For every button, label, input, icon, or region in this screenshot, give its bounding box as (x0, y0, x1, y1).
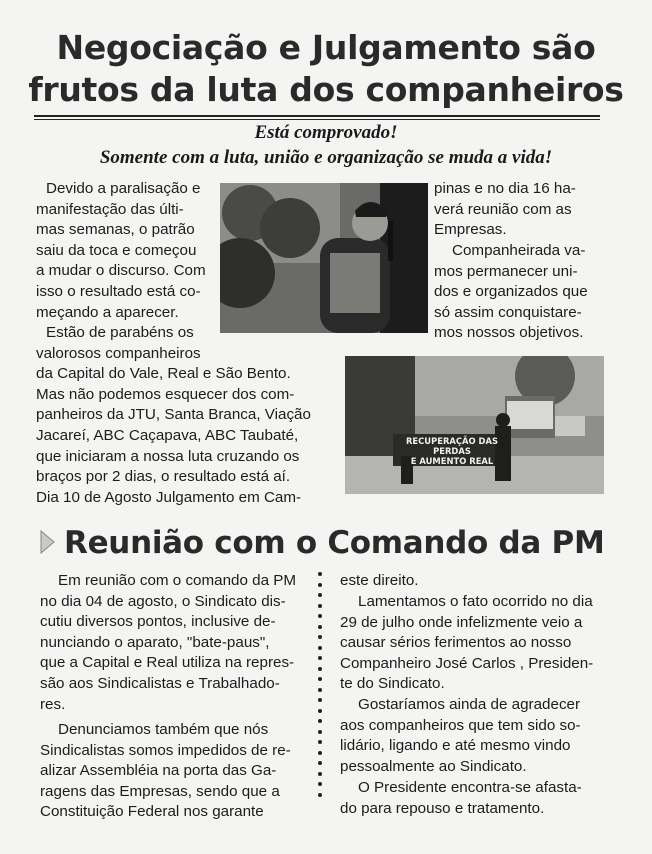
line: Denunciamos também que nós (58, 721, 269, 738)
line: este direito. (340, 572, 419, 589)
line: saiu da toca e começou (36, 241, 197, 259)
line: cutiu diversos pontos, inclusive de- (40, 613, 276, 631)
article2-left-paragraph-2 (40, 720, 305, 823)
triangle-marker-icon (40, 529, 56, 555)
line: 29 de julho onde infelizmente veio a (340, 613, 583, 631)
line: causar sérios ferimentos ao nosso (340, 634, 572, 652)
line: braços por 2 dias, o resultado está aí. (36, 468, 291, 486)
headline-line-2: frutos da luta dos companheiros (28, 70, 624, 109)
subtitle-line-2: Somente com a luta, união e organização se muda a vida! (99, 147, 553, 168)
headline-rule-top (34, 115, 600, 117)
line: Constituição Federal nos garante (40, 803, 264, 821)
photo-speaker-with-microphone (220, 183, 428, 333)
line: te do Sindicato. (340, 675, 445, 693)
line: valorosos companheiros (36, 344, 201, 362)
line: ragens das Empresas, sendo que a (40, 782, 280, 800)
subtitle-line-1: Está comprovado! (254, 122, 398, 143)
line: mas semanas, o patrão (36, 221, 195, 239)
column-separator-dots (318, 572, 322, 803)
line: Estão de parabéns os (46, 324, 194, 341)
banner-line-2: E AUMENTO REAL (410, 456, 494, 466)
line: mos permanecer uni- (434, 262, 578, 280)
banner-text (393, 436, 511, 466)
article2-right-paragraph-2 (340, 695, 610, 777)
line: manifestação das últi- (36, 200, 184, 218)
line: são aos Sindicalistas e Trabalhado- (40, 674, 280, 692)
article2-left-paragraph-1 (40, 571, 305, 715)
line: Lamentamos o fato ocorrido no dia (358, 593, 593, 610)
line: res. (40, 695, 66, 713)
line: Empresas. (434, 221, 507, 239)
article2-right-paragraph-0 (340, 571, 610, 592)
line: alizar Assembléia na porta das Ga- (40, 762, 277, 780)
headline-rule-bottom (34, 119, 600, 120)
line: nunciando o aparato, "bate-paus", (40, 633, 270, 651)
line: que iniciaram a nossa luta cruzando os (36, 447, 300, 465)
line: só assim conquistare- (434, 303, 582, 321)
line: Companheirada va- (452, 242, 586, 259)
headline-line-1: Negociação e Julgamento são (56, 28, 596, 67)
line: a mudar o discurso. Com (36, 262, 206, 280)
line: dos e organizados que (434, 283, 588, 301)
line: mos nossos objetivos. (434, 324, 584, 342)
line: Sindicalistas somos impedidos de re- (40, 741, 291, 759)
line: Em reunião com o comando da PM (58, 572, 297, 589)
line: pinas e no dia 16 ha- (434, 180, 576, 197)
line: pessoalmente ao Sindicato. (340, 757, 527, 775)
line: Dia 10 de Agosto Julgamento em Cam- (36, 488, 302, 506)
article1-col1-paragraph-2 (36, 323, 336, 508)
line: Devido a paralisação e (46, 180, 201, 197)
photo-march-with-banner (345, 356, 604, 494)
line: aos companheiros que tem sido so- (340, 716, 581, 734)
article2-right-paragraph-3 (340, 778, 610, 819)
line: do para repouso e tratamento. (340, 799, 545, 817)
line: panheiros da JTU, Santa Branca, Viação (36, 406, 311, 424)
article2-headline: Reunião com o Comando da PM (64, 525, 605, 561)
banner-line-1: RECUPERAÇÃO DAS PERDAS (405, 436, 499, 456)
line: Mas não podemos esquecer dos com- (36, 385, 295, 403)
line: meçando a aparecer. (36, 303, 179, 321)
line: Gostaríamos ainda de agradecer (358, 696, 581, 713)
article1-col1-paragraph-1 (36, 179, 214, 323)
line: Jacareí, ABC Caçapava, ABC Taubaté, (36, 426, 299, 444)
line: isso o resultado está co- (36, 282, 201, 300)
line: no dia 04 de agosto, o Sindicato dis- (40, 592, 286, 610)
line: O Presidente encontra-se afasta- (358, 779, 582, 796)
line: verá reunião com as (434, 200, 572, 218)
line: que a Capital e Real utiliza na repres- (40, 654, 295, 672)
article1-col3-paragraph-1 (434, 179, 604, 241)
line: da Capital do Vale, Real e São Bento. (36, 365, 291, 383)
line: lidário, ligando e até mesmo vindo (340, 737, 571, 755)
line: Companheiro José Carlos , Presiden- (340, 654, 594, 672)
article1-col3-paragraph-2 (434, 241, 604, 344)
article2-right-paragraph-1 (340, 592, 610, 695)
